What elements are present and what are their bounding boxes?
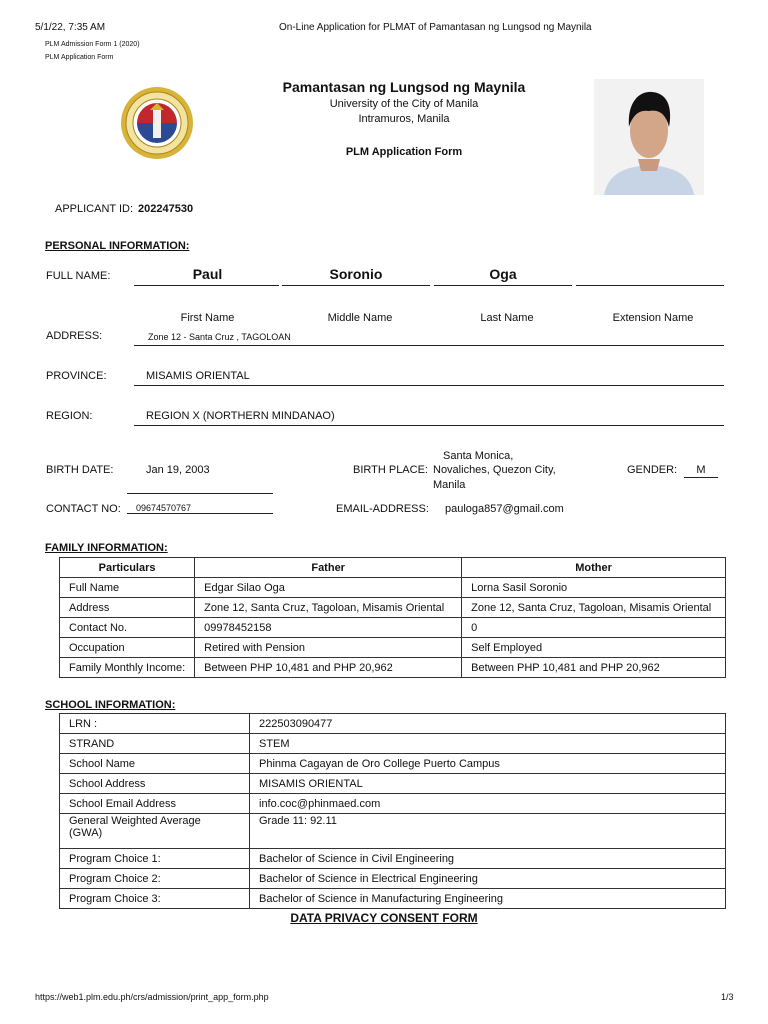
school-cell: School Email Address xyxy=(60,794,250,814)
family-cell: Full Name xyxy=(60,578,195,598)
school-cell: Grade 11: 92.11 xyxy=(250,814,726,849)
school-cell: Bachelor of Science in Manufacturing Engineering xyxy=(250,889,726,909)
contact-underline xyxy=(127,513,273,514)
print-datetime: 5/1/22, 7:35 AM xyxy=(35,22,106,33)
personal-section-title: PERSONAL INFORMATION: xyxy=(45,240,190,252)
university-location: Intramuros, Manila xyxy=(358,113,450,125)
gender-label: GENDER: xyxy=(627,464,678,476)
school-cell: MISAMIS ORIENTAL xyxy=(250,774,726,794)
table-row xyxy=(60,618,726,638)
family-cell: 0 xyxy=(462,618,726,638)
middle-name-value: Soronio xyxy=(329,266,383,282)
table-row xyxy=(60,638,726,658)
first-name-underline xyxy=(134,285,279,286)
birth-date-label: BIRTH DATE: xyxy=(46,464,114,476)
region-value: REGION X (NORTHERN MINDANAO) xyxy=(146,410,335,422)
school-cell: LRN : xyxy=(60,714,250,734)
table-row xyxy=(60,598,726,618)
school-table xyxy=(59,713,726,909)
province-value: MISAMIS ORIENTAL xyxy=(146,370,250,382)
school-cell: Bachelor of Science in Electrical Engineering xyxy=(250,869,726,889)
address-underline xyxy=(134,345,724,346)
family-cell: Between PHP 10,481 and PHP 20,962 xyxy=(462,658,726,678)
page-number: 1/3 xyxy=(721,992,734,1002)
last-name-caption: Last Name xyxy=(480,312,534,324)
gwa-label: General Weighted Average xyxy=(69,815,201,827)
table-row xyxy=(60,578,726,598)
school-cell: Program Choice 3: xyxy=(60,889,250,909)
family-cell: Address xyxy=(60,598,195,618)
page-url: https://web1.plm.edu.ph/crs/admission/print_app_form.php xyxy=(35,992,269,1002)
family-cell: Zone 12, Santa Cruz, Tagoloan, Misamis Oriental xyxy=(195,598,462,618)
family-cell: Self Employed xyxy=(462,638,726,658)
table-row xyxy=(60,794,726,814)
contact-label: CONTACT NO: xyxy=(46,503,121,515)
table-row xyxy=(60,869,726,889)
birth-place-line2: Novaliches, Quezon City, xyxy=(433,464,556,476)
school-cell: Program Choice 1: xyxy=(60,849,250,869)
school-cell: STEM xyxy=(250,734,726,754)
middle-name-caption: Middle Name xyxy=(327,312,393,324)
table-row xyxy=(60,658,726,678)
school-cell: STRAND xyxy=(60,734,250,754)
last-name-underline xyxy=(434,285,572,286)
family-cell: Occupation xyxy=(60,638,195,658)
family-cell: Lorna Sasil Soronio xyxy=(462,578,726,598)
table-row xyxy=(60,849,726,869)
address-value: Zone 12 - Santa Cruz , TAGOLOAN xyxy=(148,332,291,342)
applicant-photo xyxy=(594,79,704,195)
school-cell: info.coc@phinmaed.com xyxy=(250,794,726,814)
birth-place-line3: Manila xyxy=(433,479,466,491)
print-title: On-Line Application for PLMAT of Pamantasan ng Lungsod ng Maynila xyxy=(279,22,592,33)
family-cell: Retired with Pension xyxy=(195,638,462,658)
gender-underline xyxy=(684,477,718,478)
full-name-label: FULL NAME: xyxy=(46,270,111,282)
form-code: PLM Admission Form 1 (2020) xyxy=(45,41,140,48)
school-cell: 222503090477 xyxy=(250,714,726,734)
birth-place-line1: Santa Monica, xyxy=(443,450,514,462)
gwa-label-abbr: (GWA) xyxy=(69,827,103,839)
last-name-value: Oga xyxy=(489,266,517,282)
form-subtitle: PLM Application Form xyxy=(45,54,114,61)
university-seal-icon xyxy=(120,86,194,160)
family-col-father: Father xyxy=(195,558,462,578)
university-name: Pamantasan ng Lungsod ng Maynila xyxy=(282,79,526,95)
table-row xyxy=(60,774,726,794)
university-english-name: University of the City of Manila xyxy=(329,98,479,110)
email-value: pauloga857@gmail.com xyxy=(445,503,564,515)
school-cell: Program Choice 2: xyxy=(60,869,250,889)
family-cell: 09978452158 xyxy=(195,618,462,638)
address-label: ADDRESS: xyxy=(46,330,103,342)
middle-name-underline xyxy=(282,285,430,286)
school-cell: Bachelor of Science in Civil Engineering xyxy=(250,849,726,869)
province-label: PROVINCE: xyxy=(46,370,107,382)
email-label: EMAIL-ADDRESS: xyxy=(336,503,429,515)
family-table-header xyxy=(60,558,726,578)
family-cell: Family Monthly Income: xyxy=(60,658,195,678)
birth-date-underline xyxy=(127,493,273,494)
contact-value: 09674570767 xyxy=(136,503,192,513)
table-row xyxy=(60,734,726,754)
school-cell: Phinma Cagayan de Oro College Puerto Campus xyxy=(250,754,726,774)
consent-title: DATA PRIVACY CONSENT FORM xyxy=(290,911,478,925)
birth-place-label: BIRTH PLACE: xyxy=(353,464,428,476)
table-row xyxy=(60,714,726,734)
applicant-id-value: 202247530 xyxy=(138,203,194,215)
family-cell: Between PHP 10,481 and PHP 20,962 xyxy=(195,658,462,678)
family-col-particulars: Particulars xyxy=(60,558,195,578)
school-cell-gwa xyxy=(60,814,250,849)
table-row xyxy=(60,754,726,774)
family-cell: Edgar Silao Oga xyxy=(195,578,462,598)
birth-date-value: Jan 19, 2003 xyxy=(146,464,210,476)
applicant-id-label: APPLICANT ID: xyxy=(55,203,134,215)
extension-name-underline xyxy=(576,285,724,286)
school-cell: School Name xyxy=(60,754,250,774)
gender-value: M xyxy=(696,464,706,476)
first-name-caption: First Name xyxy=(180,312,235,324)
family-col-mother: Mother xyxy=(462,558,726,578)
first-name-value: Paul xyxy=(192,266,223,282)
school-section-title: SCHOOL INFORMATION: xyxy=(45,699,176,711)
region-label: REGION: xyxy=(46,410,93,422)
region-underline xyxy=(134,425,724,426)
family-table xyxy=(59,557,726,678)
school-cell: School Address xyxy=(60,774,250,794)
extension-name-caption: Extension Name xyxy=(612,312,694,324)
province-underline xyxy=(134,385,724,386)
family-cell: Zone 12, Santa Cruz, Tagoloan, Misamis Oriental xyxy=(462,598,726,618)
table-row xyxy=(60,814,726,849)
family-cell: Contact No. xyxy=(60,618,195,638)
family-section-title: FAMILY INFORMATION: xyxy=(45,542,168,554)
form-title: PLM Application Form xyxy=(345,146,463,158)
table-row xyxy=(60,889,726,909)
